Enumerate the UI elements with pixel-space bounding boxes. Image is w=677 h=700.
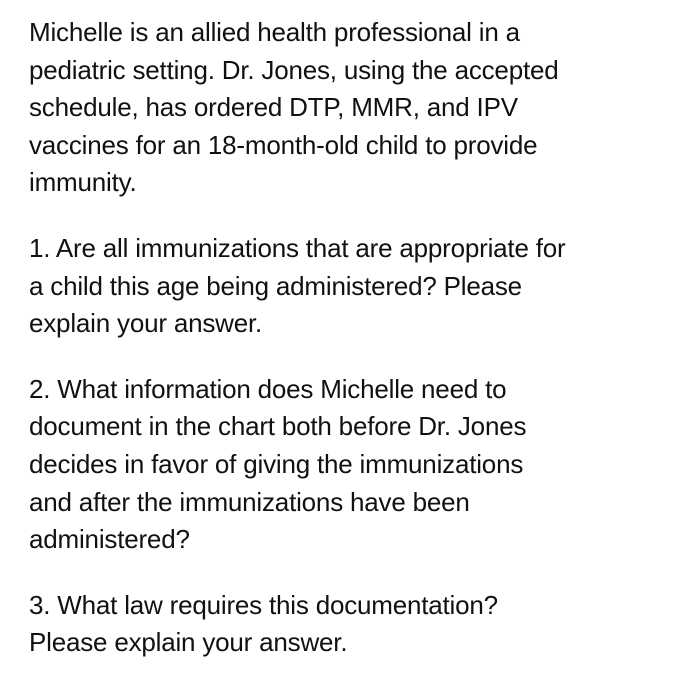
scenario-paragraph <box>29 14 669 202</box>
scenario-line: immunity. <box>29 167 137 198</box>
scenario-line: vaccines for an 18-month-old child to provide <box>29 129 538 160</box>
scenario-line: Michelle is an allied health professional in a <box>29 17 520 47</box>
scenario-line: schedule, has ordered DTP, MMR, and IPV <box>29 92 518 123</box>
question-line: decides in favor of giving the immunizations <box>29 448 524 479</box>
question-2 <box>29 371 669 559</box>
question-line: Please explain your answer. <box>29 627 348 658</box>
question-line: document in the chart both before Dr. Jones <box>29 411 527 442</box>
question-line: and after the immunizations have been <box>29 486 470 517</box>
question-3 <box>29 587 669 662</box>
question-1 <box>29 230 669 343</box>
question-line: administered? <box>29 524 190 555</box>
scenario-line: pediatric setting. Dr. Jones, using the accepted <box>29 54 559 85</box>
question-line: 3. What law requires this documentation? <box>29 589 498 620</box>
question-line: a child this age being administered? Please <box>29 270 522 301</box>
question-line: 2. What information does Michelle need to <box>29 373 507 404</box>
document-body <box>29 14 669 662</box>
question-line: explain your answer. <box>29 308 263 339</box>
question-line: 1. Are all immunizations that are appropriate for <box>29 232 566 263</box>
